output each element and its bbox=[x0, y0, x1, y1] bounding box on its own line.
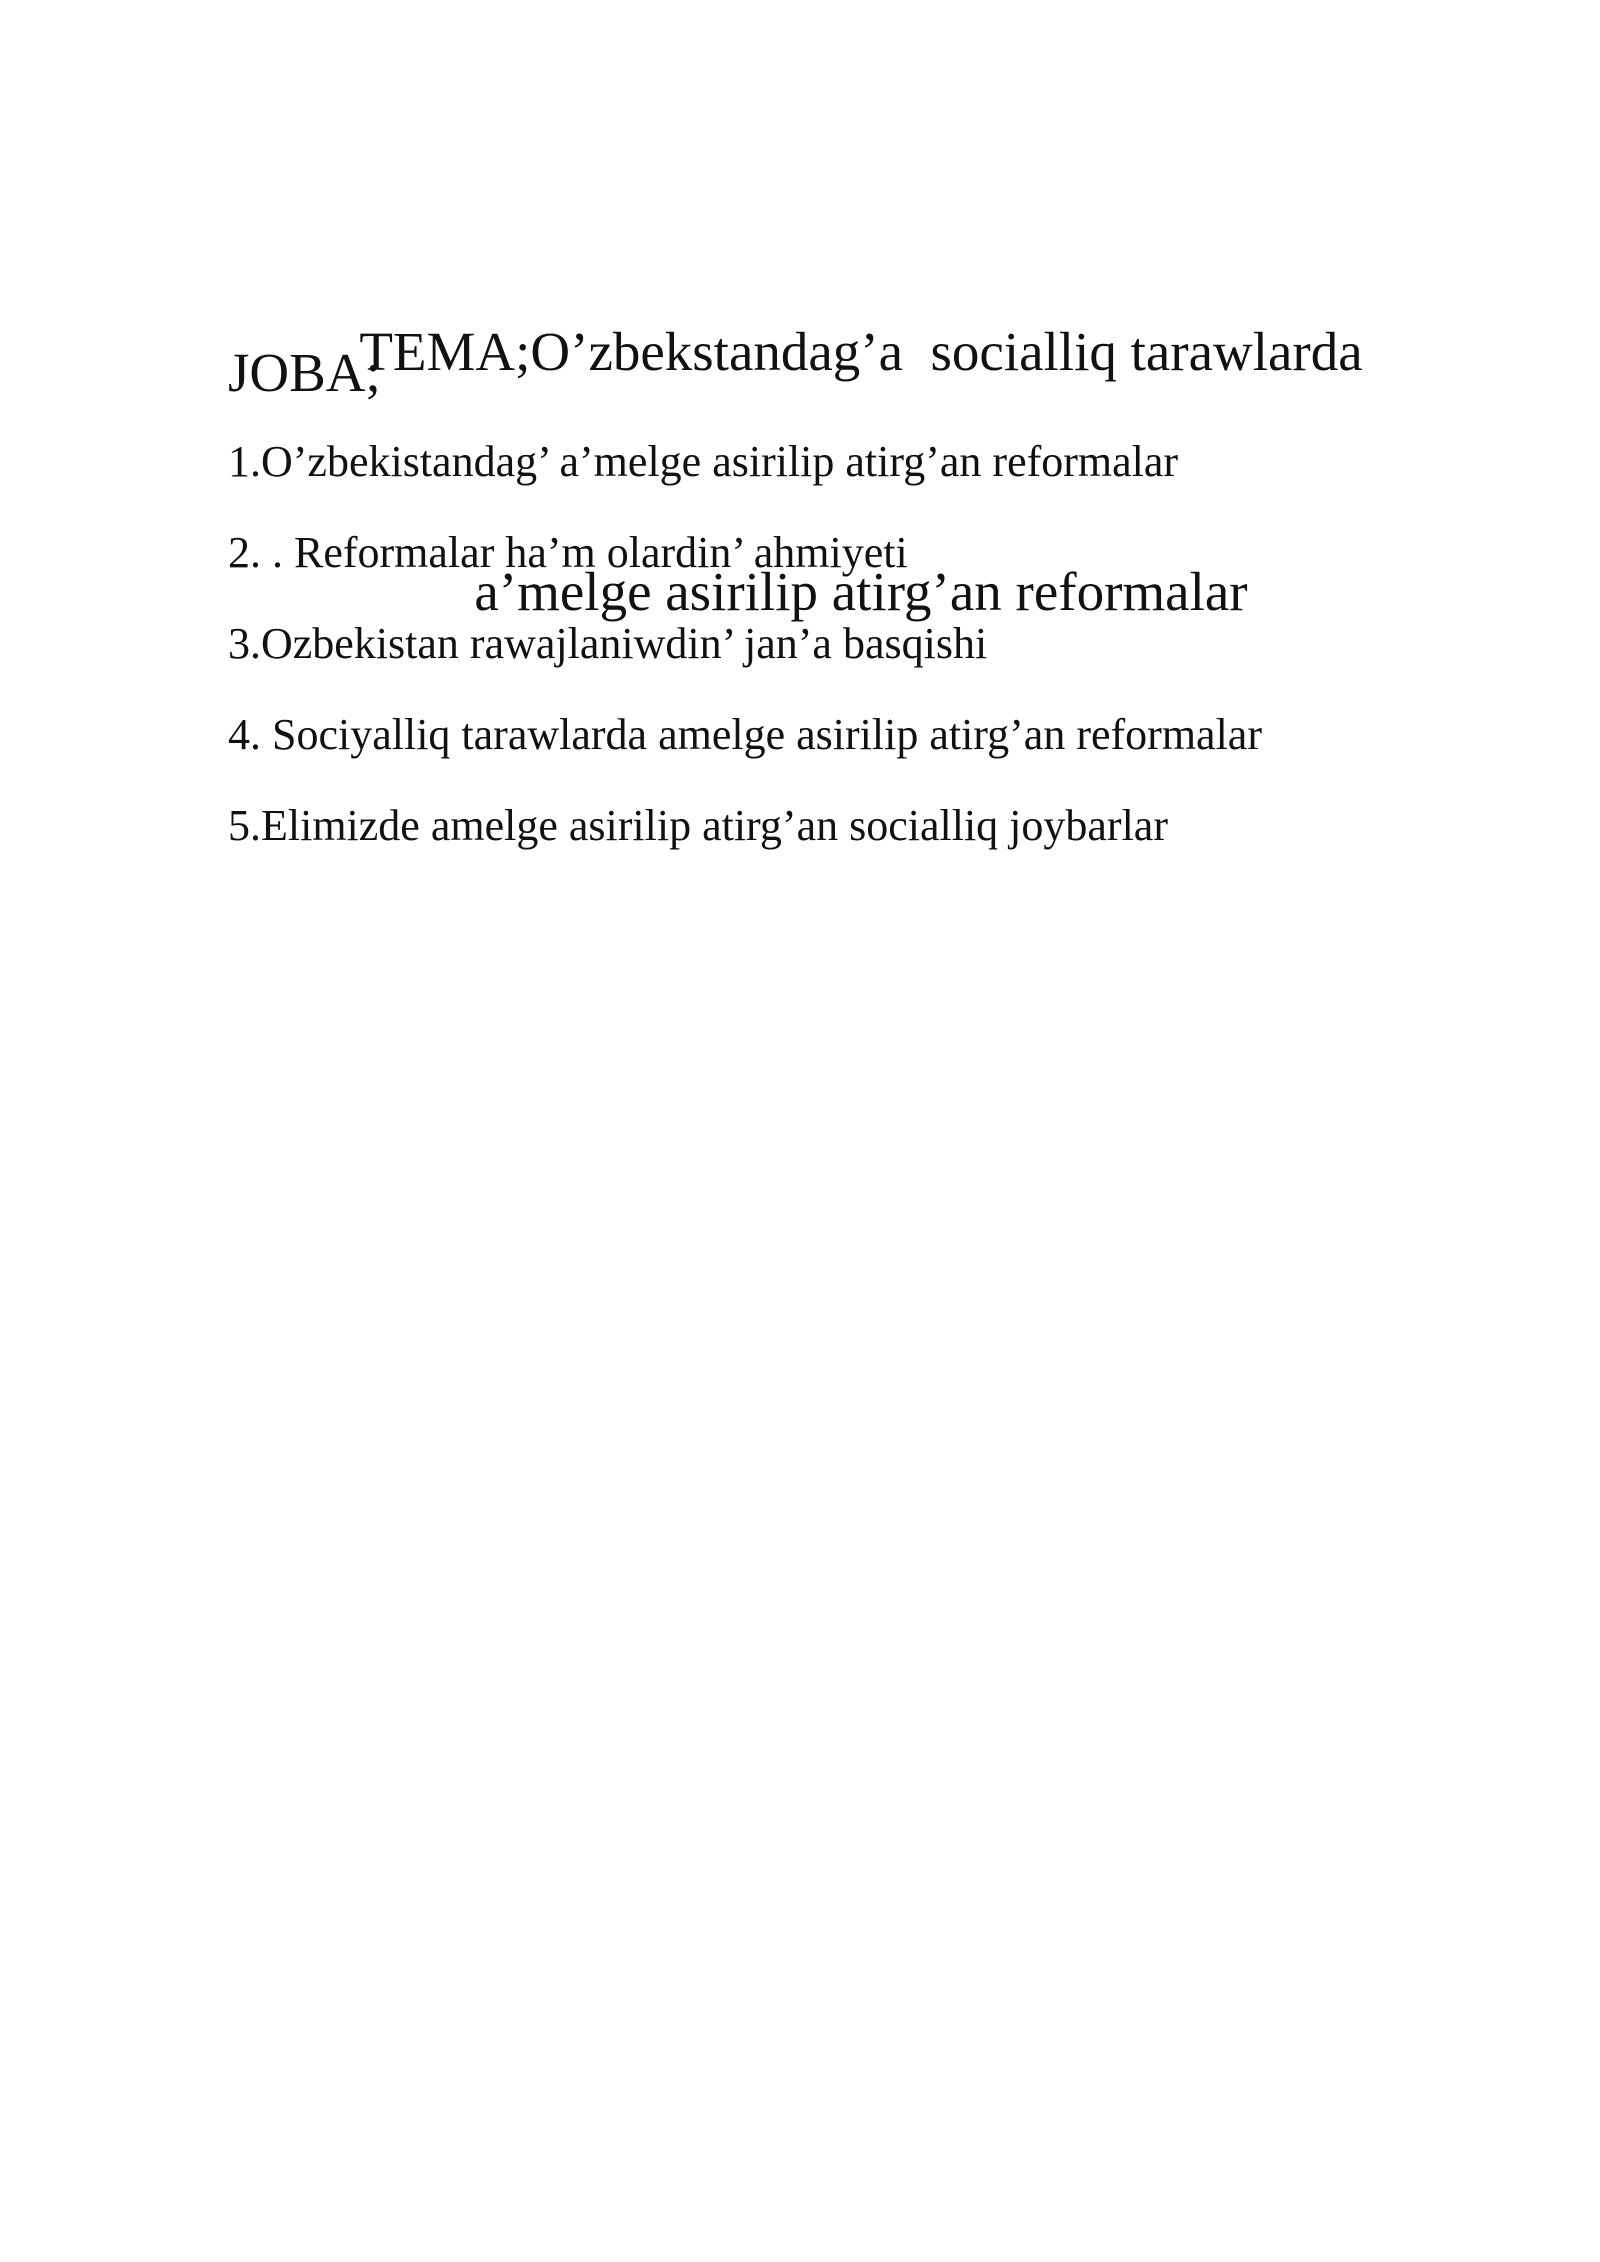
plan-item-2: 2. . Reformalar ha’m olardin’ ahmiyeti bbox=[228, 528, 908, 577]
plan-item-5: 5.Elimizde amelge asirilip atirg’an socialliq joybarlar bbox=[228, 801, 1168, 850]
title-line-1: TEMA;O’zbekstandag’a socialliq tarawlarda bbox=[359, 321, 1363, 382]
plan-heading: JOBA; bbox=[228, 342, 381, 403]
plan-item-1: 1.O’zbekistandag’ a’melge asirilip atirg’an reformalar bbox=[228, 437, 1179, 486]
title-line-2: a’melge asirilip atirg’an reformalar bbox=[474, 561, 1248, 622]
plan-item-3: 3.Ozbekistan rawajlaniwdin’ jan’a basqishi bbox=[228, 619, 988, 668]
plan-list bbox=[228, 436, 1262, 891]
plan-item-4: 4. Sociyalliq tarawlarda amelge asirilip atirg’an reformalar bbox=[228, 710, 1262, 759]
